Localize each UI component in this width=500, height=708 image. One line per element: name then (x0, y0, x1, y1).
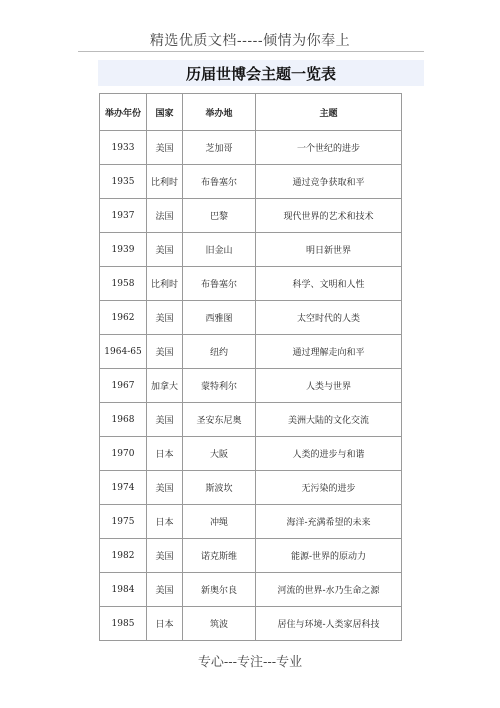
cell-year: 1970 (100, 437, 147, 471)
expo-theme-table (99, 93, 402, 641)
cell-country: 加拿大 (147, 369, 183, 403)
cell-city: 新奥尔良 (183, 573, 256, 607)
cell-theme: 科学、文明和人性 (256, 267, 402, 301)
cell-theme: 太空时代的人类 (256, 301, 402, 335)
cell-year: 1982 (100, 539, 147, 573)
cell-theme: 海洋-充满希望的未来 (256, 505, 402, 539)
cell-country: 日本 (147, 607, 183, 641)
cell-theme: 人类的进步与和谐 (256, 437, 402, 471)
cell-year: 1964-65 (100, 335, 147, 369)
cell-city: 诺克斯维 (183, 539, 256, 573)
cell-theme: 一个世纪的进步 (256, 131, 402, 165)
cell-country: 日本 (147, 505, 183, 539)
cell-city: 布鲁塞尔 (183, 165, 256, 199)
cell-theme: 居住与环境-人类家居科技 (256, 607, 402, 641)
cell-city: 纽约 (183, 335, 256, 369)
cell-country: 美国 (147, 539, 183, 573)
cell-theme: 人类与世界 (256, 369, 402, 403)
table-row (100, 539, 402, 573)
page-footer: 专心---专注---专业 (197, 655, 303, 670)
cell-country: 比利时 (147, 165, 183, 199)
cell-year: 1975 (100, 505, 147, 539)
cell-city: 巴黎 (183, 199, 256, 233)
cell-country: 美国 (147, 471, 183, 505)
table-row (100, 573, 402, 607)
cell-year: 1939 (100, 233, 147, 267)
cell-year: 1937 (100, 199, 147, 233)
column-header-country: 国家 (147, 94, 183, 131)
column-header-city: 举办地 (183, 94, 256, 131)
table-row (100, 165, 402, 199)
page-header: 精选优质文档-----倾情为你奉上 (149, 33, 351, 49)
cell-city: 斯波坎 (183, 471, 256, 505)
table-row (100, 233, 402, 267)
table-row (100, 335, 402, 369)
cell-country: 法国 (147, 199, 183, 233)
cell-city: 大阪 (183, 437, 256, 471)
cell-theme: 河流的世界-水乃生命之源 (256, 573, 402, 607)
cell-year: 1967 (100, 369, 147, 403)
cell-city: 蒙特利尔 (183, 369, 256, 403)
cell-year: 1984 (100, 573, 147, 607)
cell-year: 1985 (100, 607, 147, 641)
cell-year: 1933 (100, 131, 147, 165)
cell-year: 1962 (100, 301, 147, 335)
cell-theme: 明日新世界 (256, 233, 402, 267)
cell-country: 日本 (147, 437, 183, 471)
header-divider (78, 51, 424, 52)
cell-year: 1974 (100, 471, 147, 505)
table-row (100, 471, 402, 505)
table-row (100, 199, 402, 233)
document-title: 历届世博会主题一览表 (185, 65, 336, 83)
table-body (100, 131, 402, 641)
table-row (100, 131, 402, 165)
cell-country: 美国 (147, 233, 183, 267)
table-row (100, 403, 402, 437)
column-header-year: 举办年份 (100, 94, 147, 131)
cell-city: 西雅图 (183, 301, 256, 335)
cell-year: 1935 (100, 165, 147, 199)
cell-country: 美国 (147, 131, 183, 165)
cell-city: 圣安东尼奥 (183, 403, 256, 437)
cell-theme: 通过竞争获取和平 (256, 165, 402, 199)
cell-country: 美国 (147, 403, 183, 437)
cell-city: 布鲁塞尔 (183, 267, 256, 301)
cell-theme: 现代世界的艺术和技术 (256, 199, 402, 233)
table-row (100, 437, 402, 471)
cell-year: 1968 (100, 403, 147, 437)
cell-city: 芝加哥 (183, 131, 256, 165)
table-row (100, 505, 402, 539)
table-row (100, 369, 402, 403)
table-row (100, 267, 402, 301)
cell-country: 美国 (147, 335, 183, 369)
cell-theme: 美洲大陆的文化交流 (256, 403, 402, 437)
cell-city: 旧金山 (183, 233, 256, 267)
table-row (100, 301, 402, 335)
table-header-row (100, 94, 402, 131)
cell-theme: 能源-世界的原动力 (256, 539, 402, 573)
cell-country: 美国 (147, 301, 183, 335)
cell-country: 比利时 (147, 267, 183, 301)
table-row (100, 607, 402, 641)
cell-year: 1958 (100, 267, 147, 301)
cell-country: 美国 (147, 573, 183, 607)
cell-city: 筑波 (183, 607, 256, 641)
cell-theme: 无污染的进步 (256, 471, 402, 505)
cell-theme: 通过理解走向和平 (256, 335, 402, 369)
cell-city: 冲绳 (183, 505, 256, 539)
column-header-theme: 主题 (256, 94, 402, 131)
